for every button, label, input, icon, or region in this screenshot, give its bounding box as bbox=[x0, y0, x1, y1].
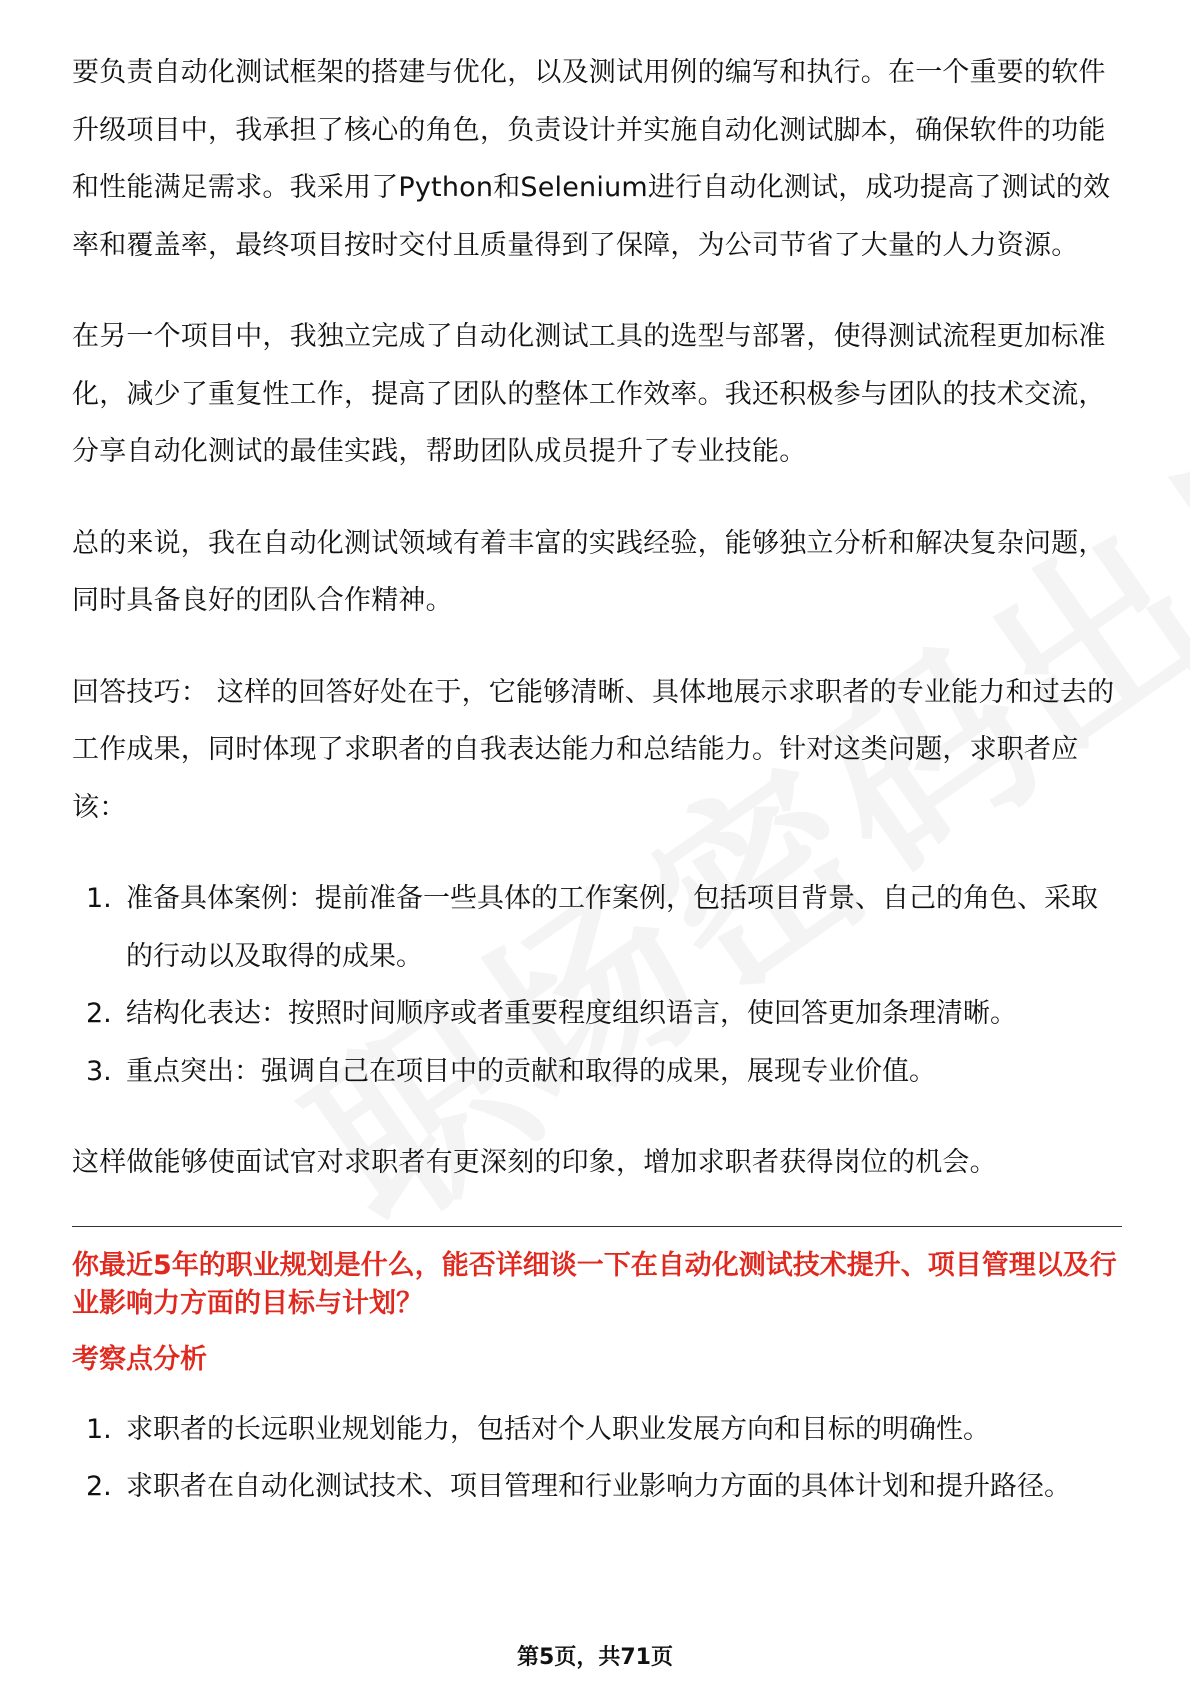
list-item-number: 1. bbox=[86, 883, 112, 914]
list-item-number: 2. bbox=[86, 998, 112, 1029]
list-item-text: 准备具体案例：提前准备一些具体的工作案例，包括项目背景、自己的角色、采取的行动以及取得的成果。 bbox=[126, 883, 1098, 972]
list-item bbox=[72, 985, 1122, 1043]
paragraph-summary: 总的来说，我在自动化测试领域有着丰富的实践经验，能够独立分析和解决复杂问题，同时具备良好的团队合作精神。 bbox=[72, 527, 1106, 616]
tips-list bbox=[72, 870, 1122, 1100]
list-item-number: 3. bbox=[86, 1055, 112, 1087]
analysis-heading: 考察点分析 bbox=[72, 1343, 207, 1375]
document-body bbox=[72, 44, 1122, 1550]
list-item bbox=[72, 1043, 1122, 1101]
list-item bbox=[72, 1401, 1122, 1459]
list-item-text: 结构化表达：按照时间顺序或者重要程度组织语言，使回答更加条理清晰。 bbox=[126, 998, 1017, 1029]
list-item-text: 求职者的长远职业规划能力，包括对个人职业发展方向和目标的明确性。 bbox=[126, 1413, 990, 1445]
paragraph-experience-1: 要负责自动化测试框架的搭建与优化，以及测试用例的编写和执行。在一个重要的软件升级项目中，我承担了核心的角色，负责设计并实施自动化测试脚本，确保软件的功能和性能满足需求。我采用了Python和Selenium进行自动化测试，成功提高了测试的效率和覆盖率，最终项目按时交付且质量得到了保障，为公司节省了大量的人力资源。 bbox=[72, 57, 1111, 261]
paragraph-conclusion: 这样做能够使面试官对求职者有更深刻的印象，增加求职者获得岗位的机会。 bbox=[72, 1147, 997, 1178]
list-item-text: 重点突出：强调自己在项目中的贡献和取得的成果，展现专业价值。 bbox=[126, 1055, 936, 1087]
paragraph-experience-2: 在另一个项目中，我独立完成了自动化测试工具的选型与部署，使得测试流程更加标准化，减少了重复性工作，提高了团队的整体工作效率。我还积极参与团队的技术交流，分享自动化测试的最佳实践，帮助团队成员提升了专业技能。 bbox=[72, 321, 1106, 467]
list-item bbox=[72, 870, 1122, 985]
list-item bbox=[72, 1458, 1122, 1516]
list-item-number: 1. bbox=[86, 1413, 112, 1445]
list-item-text: 求职者在自动化测试技术、项目管理和行业影响力方面的具体计划和提升路径。 bbox=[126, 1471, 1071, 1502]
question-title: 你最近5年的职业规划是什么，能否详细谈一下在自动化测试技术提升、项目管理以及行业影响力方面的目标与计划？ bbox=[72, 1249, 1117, 1319]
page-number-footer: 第5页，共71页 bbox=[517, 1645, 673, 1670]
list-item-number: 2. bbox=[86, 1471, 112, 1502]
paragraph-answer-tips: 回答技巧： 这样的回答好处在于，它能够清晰、具体地展示求职者的专业能力和过去的工作成果，同时体现了求职者的自我表达能力和总结能力。针对这类问题，求职者应该： bbox=[72, 676, 1115, 823]
analysis-points-list bbox=[72, 1401, 1122, 1516]
section-divider bbox=[72, 1226, 1122, 1227]
